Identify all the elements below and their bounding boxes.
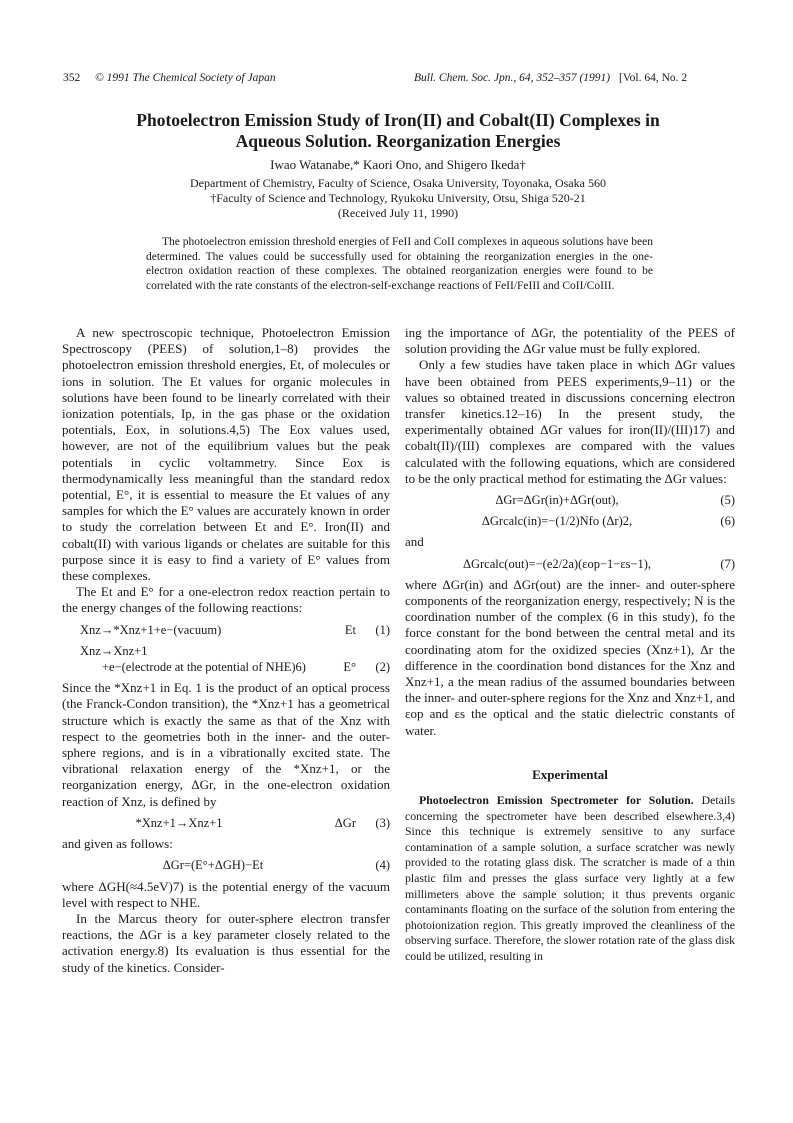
equation-number: (4) — [375, 858, 390, 873]
equation-1 — [62, 622, 390, 638]
section-heading: Experimental — [532, 766, 608, 782]
equation-text: ΔGr=ΔGr(in)+ΔGr(out), — [495, 493, 619, 508]
authors: Iwao Watanabe,* Kaori Ono, and Shigero Ikeda† — [270, 157, 526, 172]
equation-number: (7) — [720, 556, 735, 571]
paragraph: where ΔGr(in) and ΔGr(out) are the inner- and outer-sphere components of the reorganization energy, respectively; N is the coordination number of the complex (6 in this study), fo the force constant for the bond between the central metal and its coordinating atom for the oxidized species (Xnz+1), Δr the difference in the coordination bond distances for the Xnz and Xnz+1, a the mean radius of the assumed boundaries between the inner- and outer-sphere regions for the Xnz and Xnz+1, and εop and εs the optical and the static dielectric constants of water. — [405, 576, 735, 738]
paragraph: Since the *Xnz+1 in Eq. 1 is the product of an optical process (the Franck-Condon transition), the *Xnz+1 has a geometrical structure which is exactly the same as that of the Xnz with respect to the geometries both in the inner- and the outer-sphere regions, and is in a vibrationally excited state. The vibrational relaxation energy of the *Xnz+1, or the reorganization energy, ΔGr, in the one-electron oxidation reaction of Xnz, is defined by — [62, 680, 390, 809]
title-line-2: Aqueous Solution. Reorganization Energies — [235, 131, 561, 151]
affiliation-1: Department of Chemistry, Faculty of Science, Osaka University, Toyonaka, Osaka 560 — [190, 176, 606, 190]
paragraph: In the Marcus theory for outer-sphere electron transfer reactions, the ΔGr is a key parameter closely related to the activation energy.8) Its evaluation is thus essential for the study of the kinetics. Consider- — [62, 910, 390, 975]
equation-variable: E° — [343, 660, 356, 675]
equation-variable: ΔGr — [334, 815, 356, 830]
equation-text: ΔGrcalc(in)=−(1/2)Nfo (Δr)2, — [481, 514, 633, 529]
paragraph: and given as follows: — [62, 836, 173, 852]
paragraph: where ΔGH(≈4.5eV)7) is the potential energy of the vacuum level with respect to NHE. — [62, 878, 390, 910]
equation-text: Xnz→Xnz+1 — [80, 643, 148, 658]
paragraph: Only a few studies have taken place in which ΔGr values have been obtained from PEES experiments,9–11) or the values so obtained treated in discussions concerning electron transfer kinetics.12–16) In the present study, the experimentally obtained ΔGr values for iron(II)/(III)17) and cobalt(II)/(III) complexes are compared with the values calculated with the following equations, which are considered to be the only practical method for estimating the ΔGr values: — [405, 357, 735, 486]
abstract: The photoelectron emission threshold energies of FeII and CoII complexes in aqueous solutions have been determined. The values could be successfully used for obtaining the reorganization energies in the one-electron oxidation reaction of these complexes. The obtained reorganization energies were found to be correlated with the rate constants of the electron-self-exchange reactions of FeII/FeIII and CoII/CoIII. — [146, 236, 653, 292]
equation-text: Xnz→*Xnz+1+e−(vacuum) — [80, 622, 222, 637]
equation-7 — [405, 556, 735, 572]
equation-number: (3) — [375, 815, 390, 830]
equation-text: *Xnz+1→Xnz+1 — [135, 815, 223, 830]
equation-text: +e−(electrode at the potential of NHE)6) — [102, 660, 306, 675]
paper-title — [70, 110, 726, 152]
page-number: 352 — [63, 72, 81, 84]
right-column — [405, 325, 735, 965]
left-column — [62, 325, 390, 976]
equation-text: ΔGr=(E°+ΔGH)−Et — [162, 858, 264, 873]
paragraph — [405, 793, 735, 965]
equation-number: (5) — [720, 493, 735, 508]
received-date: (Received July 11, 1990) — [337, 206, 459, 220]
subsection-heading: Photoelectron Emission Spectrometer for Solution. — [419, 793, 694, 808]
journal-citation: Bull. Chem. Soc. Jpn., 64, 352–357 (1991) — [414, 72, 611, 84]
title-line-1: Photoelectron Emission Study of Iron(II) and Cobalt(II) Complexes in — [136, 110, 660, 130]
equation-number: (6) — [720, 514, 735, 529]
paragraph: A new spectroscopic technique, Photoelectron Emission Spectroscopy (PEES) of solution,1–8) provides the photoelectron emission threshold energies, Et, of molecules or ions in solution. The Et values for organic molecules in solutions have been found to be linearly correlated with their ionization potentials, Ip, in the gas phase or the oxidation potentials, Eox, in solutions.4,5) The Eox values used, however, are not of the equilibrium values but the peak potentials in cyclic voltammetry. Since Eox is thermodynamically less meaningful than the standard redox potential, E°, it is essential to measure the Et values of any samples for which the E° values are accurately known in order to study the correlation between Et and E°. Iron(II) and cobalt(II) with various ligands or chelates are suitable for this purpose since it is easy to find a variety of E° values from these complexes. — [62, 325, 390, 584]
volume-info: [Vol. 64, No. 2 — [619, 72, 688, 84]
equation-2 — [62, 643, 390, 675]
paragraph: and — [405, 534, 424, 550]
paragraph: ing the importance of ΔGr, the potentiality of the PEES of solution providing the ΔGr value must be fully explored. — [405, 325, 735, 357]
equation-6 — [405, 513, 735, 529]
copyright: © 1991 The Chemical Society of Japan — [95, 72, 276, 84]
equation-3 — [62, 815, 390, 831]
paragraph-text: Details concerning the spectrometer have been described elsewhere.3,4) Since this technique is extremely sensitive to any surface contamination of a sample solution, a surface scratcher was newly provided to the rotating glass disk. The scratcher is made of a thin plastic film and presses the glass surface very lightly at a few millimeters above the sample solution; it thus prevents organic contaminants floating on the surface of the solution from entering the photoionization region. This greatly improved the cleanliness of the observing surface. Therefore, the slower rotation rate of the glass disk could be utilized, resulting in — [405, 793, 735, 964]
affiliation-2: †Faculty of Science and Technology, Ryukoku University, Otsu, Shiga 520-21 — [210, 191, 586, 205]
equation-text: ΔGrcalc(out)=−(e2/2a)(εop−1−εs−1), — [462, 556, 652, 571]
equation-5 — [405, 492, 735, 508]
equation-variable: Et — [344, 622, 356, 637]
equation-4 — [62, 857, 390, 873]
equation-number: (1) — [375, 622, 390, 637]
equation-number: (2) — [375, 660, 390, 675]
paragraph: The Et and E° for a one-electron redox reaction pertain to the energy changes of the following reactions: — [62, 584, 390, 616]
